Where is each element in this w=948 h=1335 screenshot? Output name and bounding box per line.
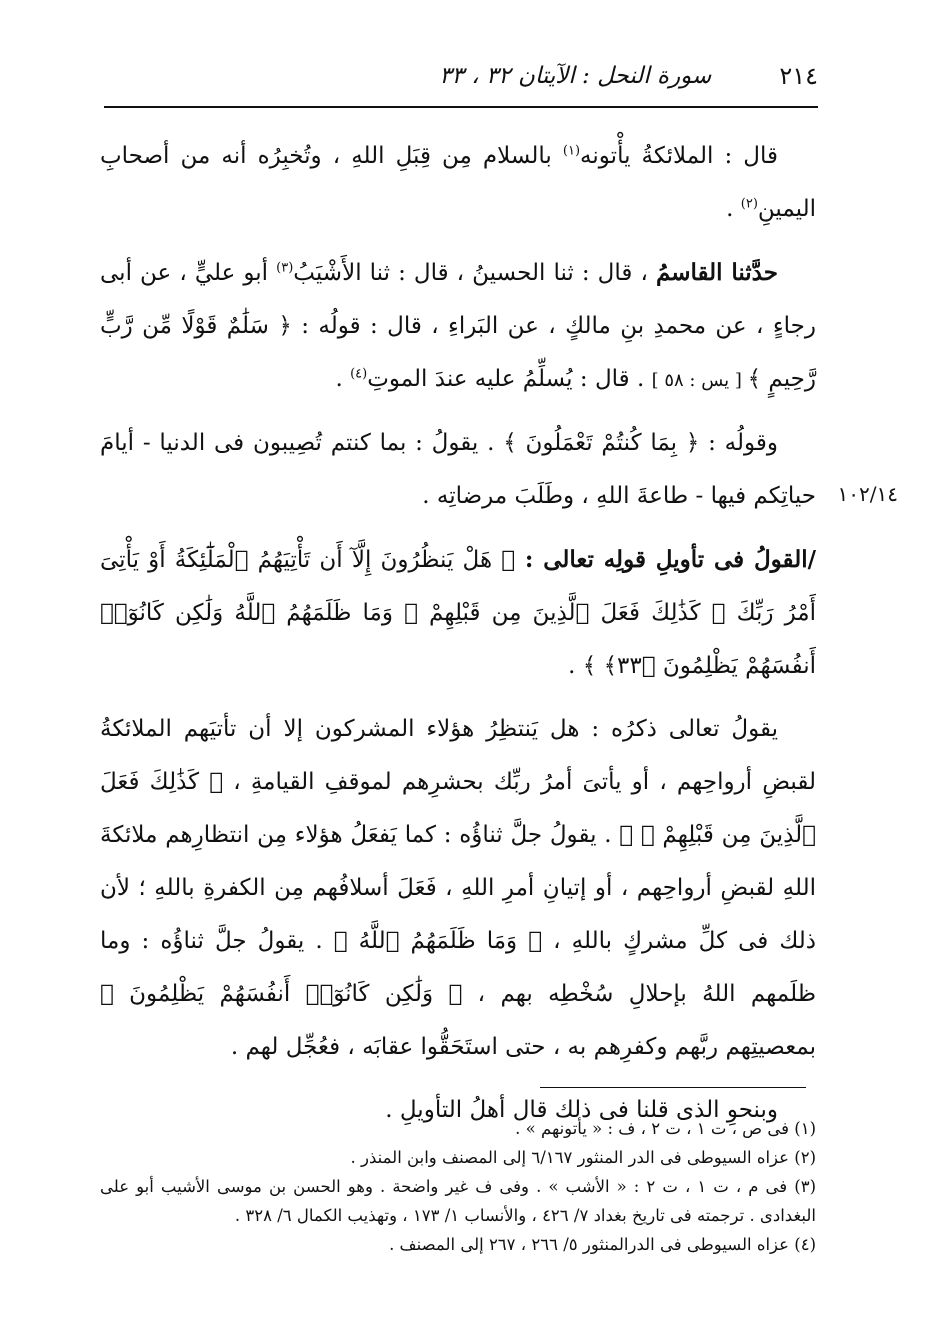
text: ، قال : ثنا الحسينُ ، قال : ثنا الأَشْيَبُ (293, 260, 656, 286)
paragraph-5 (100, 703, 816, 1074)
text: أبو عليٍّ ، عن أبى رجاءٍ ، عن محمدِ بنِ مالكٍ ، عن البَراءِ ، قال : قولُه : (100, 260, 817, 339)
quran-quote: ﴿ سَلَٰمٌ قَوْلًا مِّن رَّبٍّ رَّحِيمٍ ﴾ (100, 313, 816, 392)
margin-reference: ١٠٢/١٤ (837, 482, 898, 506)
footnote-marker-4: (٤) (350, 366, 368, 382)
footnote-4: (٤) عزاه السيوطى فى الدرالمنثور ٥/ ٢٦٦ ، ٢٦٧ إلى المصنف . (389, 1235, 816, 1254)
footnote-1: (١) فى ص ، ت ١ ، ت ٢ ، ف : « يأتونهم » . (515, 1119, 816, 1138)
header-divider (104, 106, 818, 108)
footnote-divider (540, 1087, 806, 1088)
text: . يقولُ جلَّ ثناؤُه : كما يَفعَلُ هؤلاء مِن انتظارِهم ملائكةَ اللهِ لقبضِ أرواحِهم ، أو إتيانِ أمرِ اللهِ ، فَعَلَ أسلافُهم مِن الكفرةِ باللهِ ؛ لأن ذلك فى كلِّ مشركٍ باللهِ ، (100, 822, 816, 954)
page-number: ٢١٤ (779, 62, 818, 90)
text: . يقولُ جلَّ ثناؤُه : وما ظلَمهم اللهُ بإحلالِ سُخْطِه بهم ، (100, 928, 816, 1007)
text: . قال : يُسلِّمُ عليه عندَ الموتِ (367, 366, 652, 392)
footnote-marker-1: (١) (562, 143, 581, 159)
text: . (568, 653, 583, 679)
running-title: سورة النحل : الآيتان ٣٢ ، ٣٣ (439, 63, 712, 89)
footnote-marker-3: (٣) (276, 260, 294, 276)
paragraph-2 (100, 246, 816, 407)
verse-reference: [ يس : ٥٨ ] (651, 370, 748, 391)
text: بمعصيتِهم ربَّهم وكفرِهم به ، حتى استَحَقُّوا عقابَه ، فعُجِّل لهم . (230, 1034, 816, 1060)
footnote-3: (٣) فى م ، ت ١ ، ت ٢ : « الأشب » . وفى ف غير واضحة . وهو الحسن بن موسى الأشيب أبو على البغدادى . ترجمته فى تاريخ بغداد ٧/ ٤٢٦ ، والأنساب ١/ ١٧٣ ، وتهذيب الكمال ٦/ ٣٢٨ . (100, 1177, 816, 1225)
page-header (104, 56, 818, 96)
text: بالسلام مِن قِبَلِ اللهِ ، وتُخبِرُه أنه من أصحابِ اليمينِ (100, 143, 816, 222)
isnad-lead: حدَّثنا القاسمُ (655, 259, 778, 286)
text: . (335, 366, 351, 392)
quran-quote: ﴿ كَذَٰلِكَ فَعَلَ ٱلَّذِينَ مِن قَبْلِهِمْ ۚ ﴾ (100, 769, 816, 848)
footnote-2: (٢) عزاه السيوطى فى الدر المنثور ٦/١٦٧ إلى المصنف وابن المنذر . (350, 1148, 816, 1167)
quran-verse: ﴿ هَلْ يَنظُرُونَ إِلَّآ أَن تَأْتِيَهُمُ ٱلْمَلَٰٓئِكَةُ أَوْ يَأْتِىَ أَمْرُ رَبِّكَ ۚ كَذَٰلِكَ فَعَلَ ٱلَّذِينَ مِن قَبْلِهِمْ ۚ وَمَا ظَلَمَهُمُ ٱللَّهُ وَلَٰكِن كَانُوٓا۟ أَنفُسَهُمْ يَظْلِمُونَ ﴿٣٣﴾ ﴾ (100, 547, 816, 679)
text: . (726, 196, 741, 222)
text: قال : الملائكةُ يأْتونه (580, 143, 778, 169)
text: وقولُه : (699, 430, 778, 456)
paragraph-3 (100, 417, 816, 523)
section-heading: /القولُ فى تأويلِ قولِه تعالى : (515, 546, 816, 573)
footnotes (100, 1114, 816, 1259)
footnote-marker-2: (٢) (740, 196, 758, 212)
quran-quote: ﴿ بِمَا كُنتُمْ تَعْمَلُونَ ﴾ (503, 430, 700, 456)
main-text (100, 130, 816, 1137)
paragraph-1 (100, 130, 816, 236)
text: يقولُ تعالى ذكرُه : هل يَنتظِرُ هؤلاء المشركون إلا أن تأتيَهم الملائكةُ لقبضِ أرواحِهم ، أو يأتىَ أمرُ ربِّك بحشرِهم لموقفِ القيامةِ ، (100, 716, 816, 795)
text: . يقولُ : بما كنتم تُصِيبون فى الدنيا - أيامَ حياتِكم فيها - طاعةَ اللهِ ، وطَلَبَ مرضاتِه . (100, 430, 816, 509)
quran-quote: ﴿ وَلَٰكِن كَانُوٓا۟ أَنفُسَهُمْ يَظْلِمُونَ ﴾ (100, 981, 463, 1007)
quran-quote: ﴿ وَمَا ظَلَمَهُمُ ٱللَّهُ ﴾ (333, 928, 543, 954)
text: وبنحوِ الذى قلنا فى ذلك قال أهلُ التأويلِ . (385, 1097, 778, 1123)
paragraph-4-heading (100, 533, 816, 693)
